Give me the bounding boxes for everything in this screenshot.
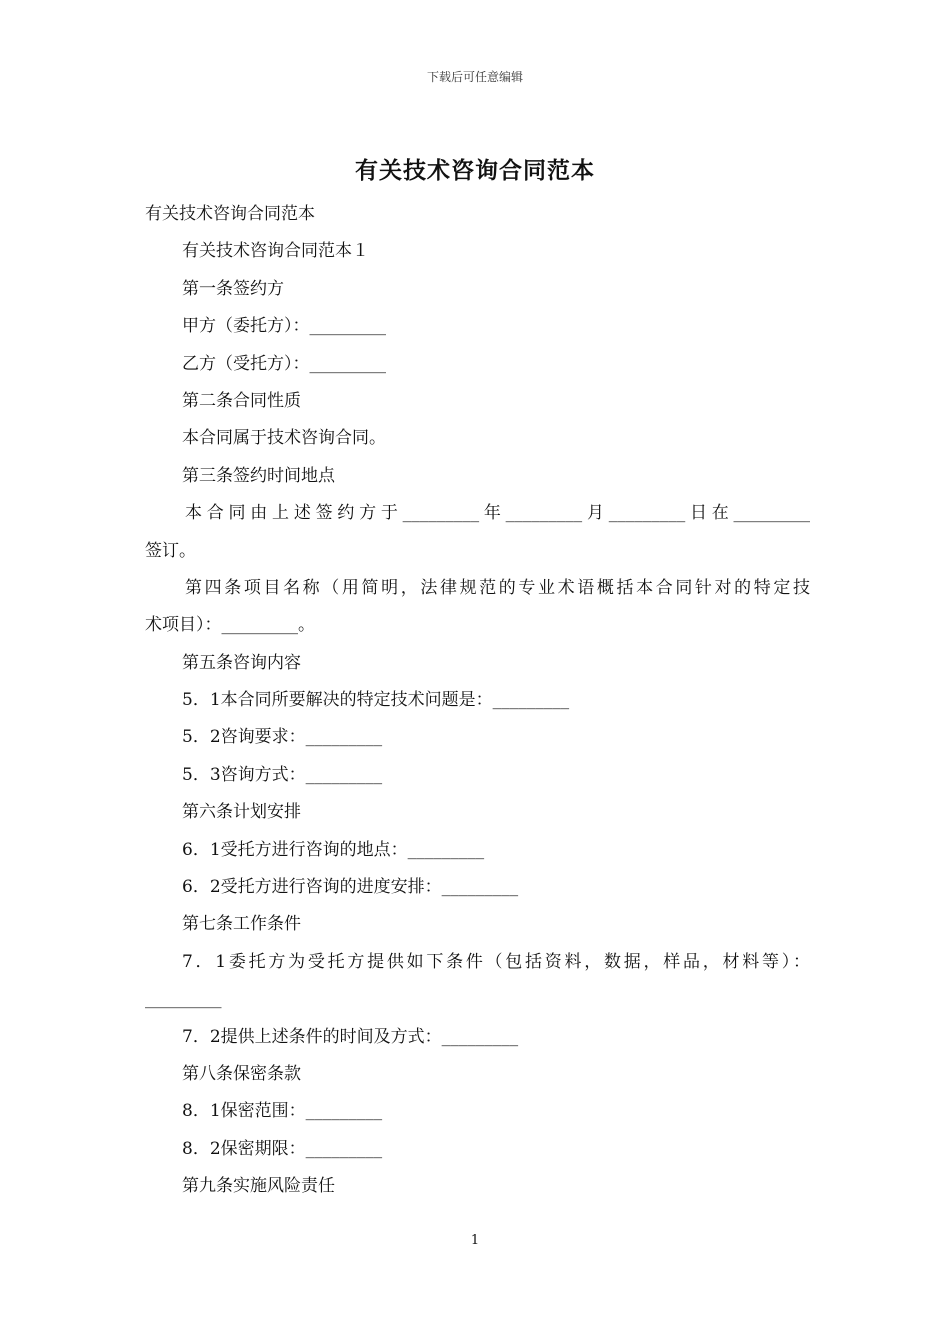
clause-7-1: 7．1委托方为受托方提供如下条件（包括资料，数据，样品，材料等）：: [182, 951, 810, 972]
party-a-line: 甲方（委托方）：_________: [182, 316, 386, 337]
paragraph-subtitle: 有关技术咨询合同范本: [145, 204, 315, 224]
clause-7-1-continuation: _________: [145, 989, 222, 1010]
article-7-heading: 第七条工作条件: [182, 914, 301, 935]
party-b-line: 乙方（受托方）：_________: [182, 353, 386, 374]
article-1-heading: 第一条签约方: [182, 278, 284, 299]
clause-6-1: 6．1受托方进行咨询的地点：_________: [182, 839, 485, 860]
signing-time-place-text: 本合同由上述签约方于_________年_________月_________日在_________: [185, 503, 810, 524]
clause-6-2: 6．2受托方进行咨询的进度安排：_________: [182, 877, 519, 898]
clause-7-2: 7．2提供上述条件的时间及方式：_________: [182, 1026, 519, 1047]
page-header: 下载后可任意编辑: [426, 70, 523, 84]
clause-5-3: 5．3咨询方式：_________: [182, 764, 383, 785]
signing-continuation: 签订。: [145, 540, 196, 561]
article-3-heading: 第三条签约时间地点: [182, 465, 335, 486]
page-number: 1: [470, 1233, 480, 1248]
article-9-heading: 第九条实施风险责任: [182, 1176, 335, 1197]
article-2-heading: 第二条合同性质: [182, 390, 301, 411]
article-4-text: 第四条项目名称（用简明，法律规范的专业术语概括本合同针对的特定技: [185, 577, 810, 598]
paragraph-heading: 有关技术咨询合同范本１: [182, 241, 369, 262]
clause-5-2: 5．2咨询要求：_________: [182, 727, 383, 748]
contract-nature-text: 本合同属于技术咨询合同。: [182, 428, 386, 449]
clause-8-1: 8．1保密范围：_________: [182, 1101, 383, 1122]
clause-8-2: 8．2保密期限：_________: [182, 1138, 383, 1159]
article-4-continuation: 术项目）：_________。: [145, 615, 315, 636]
article-8-heading: 第八条保密条款: [182, 1063, 301, 1084]
document-title: 有关技术咨询合同范本: [355, 158, 595, 184]
article-5-heading: 第五条咨询内容: [182, 652, 301, 673]
document-body: [145, 196, 810, 1206]
clause-5-1: 5．1本合同所要解决的特定技术问题是：_________: [182, 690, 570, 711]
article-6-heading: 第六条计划安排: [182, 802, 301, 823]
